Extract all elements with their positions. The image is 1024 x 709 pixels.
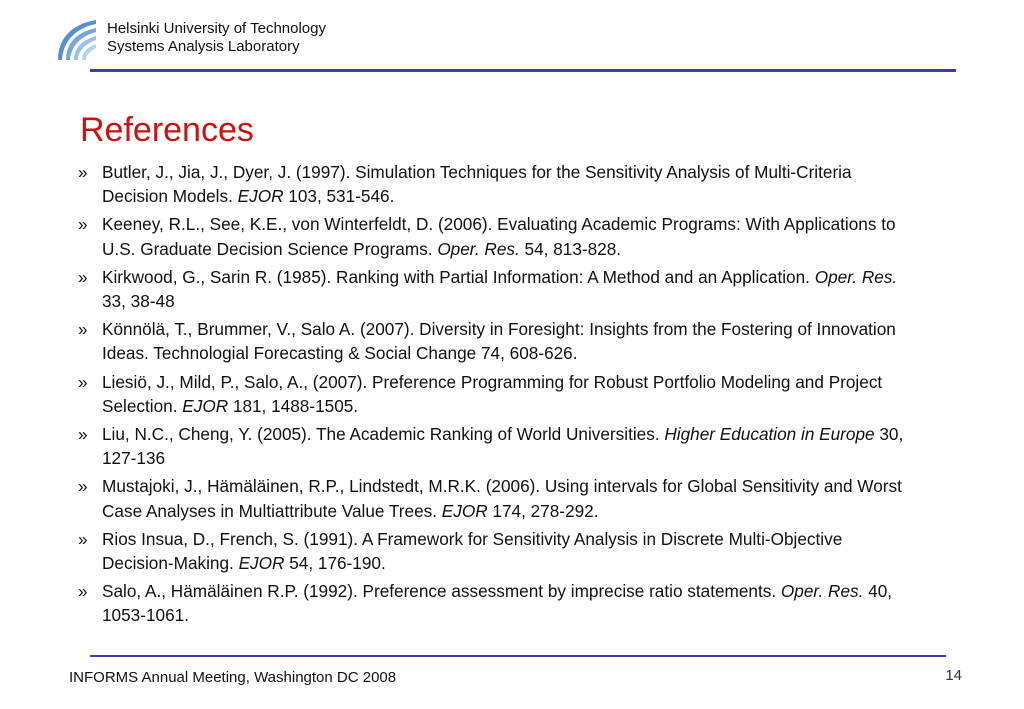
- header-divider: [90, 69, 956, 72]
- institution-line-1: Helsinki University of Technology: [107, 20, 326, 37]
- reference-citation: 174, 278-292.: [487, 500, 599, 521]
- reference-text: Rios Insua, D., French, S. (1991). A Framework for Sensitivity Analysis in Discrete Multi-Objective Decision-Making.: [102, 528, 843, 574]
- reference-item: [78, 422, 908, 470]
- institution-line-2: Systems Analysis Laboratory: [107, 38, 300, 55]
- reference-citation: 40, 1053-1061.: [102, 581, 893, 626]
- reference-list: [78, 160, 908, 632]
- reference-text: Liu, N.C., Cheng, Y. (2005). The Academic Ranking of World Universities.: [102, 424, 665, 445]
- reference-text: Kirkwood, G., Sarin R. (1985). Ranking with Partial Information: A Method and an Application.: [102, 266, 815, 287]
- reference-item: [78, 160, 908, 208]
- reference-citation: 33, 38-48: [102, 291, 175, 312]
- university-logo-icon: [52, 16, 100, 64]
- reference-item: [78, 212, 908, 260]
- reference-text: Salo, A., Hämäläinen R.P. (1992). Preference assessment by imprecise ratio statements.: [102, 581, 781, 602]
- journal-name: EJOR: [441, 500, 488, 521]
- bullet-marker: »: [78, 214, 88, 235]
- journal-name: Oper. Res.: [780, 581, 864, 602]
- bullet-marker: »: [78, 371, 88, 392]
- reference-text: Liesiö, J., Mild, P., Salo, A., (2007). Preference Programming for Robust Portfolio Modeling and Project Selection.: [102, 371, 883, 416]
- reference-citation: 54, 813-828.: [519, 238, 622, 259]
- bullet-marker: »: [78, 581, 88, 602]
- bullet-marker: »: [78, 266, 88, 287]
- reference-text: Keeney, R.L., See, K.E., von Winterfeldt, D. (2006). Evaluating Academic Programs: With Applications to U.S. Graduate Decision Science Programs.: [102, 214, 896, 259]
- reference-item: [78, 474, 908, 522]
- page-title: References: [80, 111, 254, 149]
- reference-item: [78, 527, 908, 575]
- bullet-marker: »: [78, 319, 88, 340]
- bullet-marker: »: [78, 476, 88, 497]
- reference-item: [78, 265, 908, 313]
- reference-text: Mustajoki, J., Hämäläinen, R.P., Lindstedt, M.R.K. (2006). Using intervals for Global Sensitivity and Worst Case Analyses in Multiattribute Value Trees.: [102, 476, 902, 521]
- reference-citation: 103, 531-546.: [283, 186, 395, 207]
- footer-divider: [90, 655, 946, 657]
- reference-item: [78, 317, 908, 365]
- reference-item: [78, 370, 908, 418]
- reference-text: Butler, J., Jia, J., Dyer, J. (1997). Simulation Techniques for the Sensitivity Analysis of Multi-Criteria Decision Models.: [102, 162, 852, 207]
- page-number: 14: [945, 667, 962, 684]
- reference-citation: 54, 176-190.: [284, 553, 386, 574]
- bullet-marker: »: [78, 424, 88, 445]
- institution-name: [107, 20, 326, 56]
- journal-name: Higher Education in Europe: [664, 424, 875, 445]
- reference-citation: 30, 127-136: [102, 424, 904, 469]
- footer-event: INFORMS Annual Meeting, Washington DC 2008: [69, 669, 397, 686]
- journal-name: EJOR: [182, 395, 229, 416]
- journal-name: EJOR: [237, 186, 284, 207]
- journal-name: Oper. Res.: [437, 238, 520, 259]
- journal-name: Oper. Res.: [814, 266, 898, 287]
- bullet-marker: »: [78, 162, 88, 182]
- reference-citation: 181, 1488-1505.: [228, 395, 359, 416]
- journal-name: EJOR: [238, 553, 285, 574]
- bullet-marker: »: [78, 528, 88, 549]
- reference-item: [78, 579, 908, 627]
- reference-text: Könnölä, T., Brummer, V., Salo A. (2007). Diversity in Foresight: Insights from the Fostering of Innovation Ideas. Technologial Forecasting & Social Change 74, 608-626.: [102, 319, 896, 364]
